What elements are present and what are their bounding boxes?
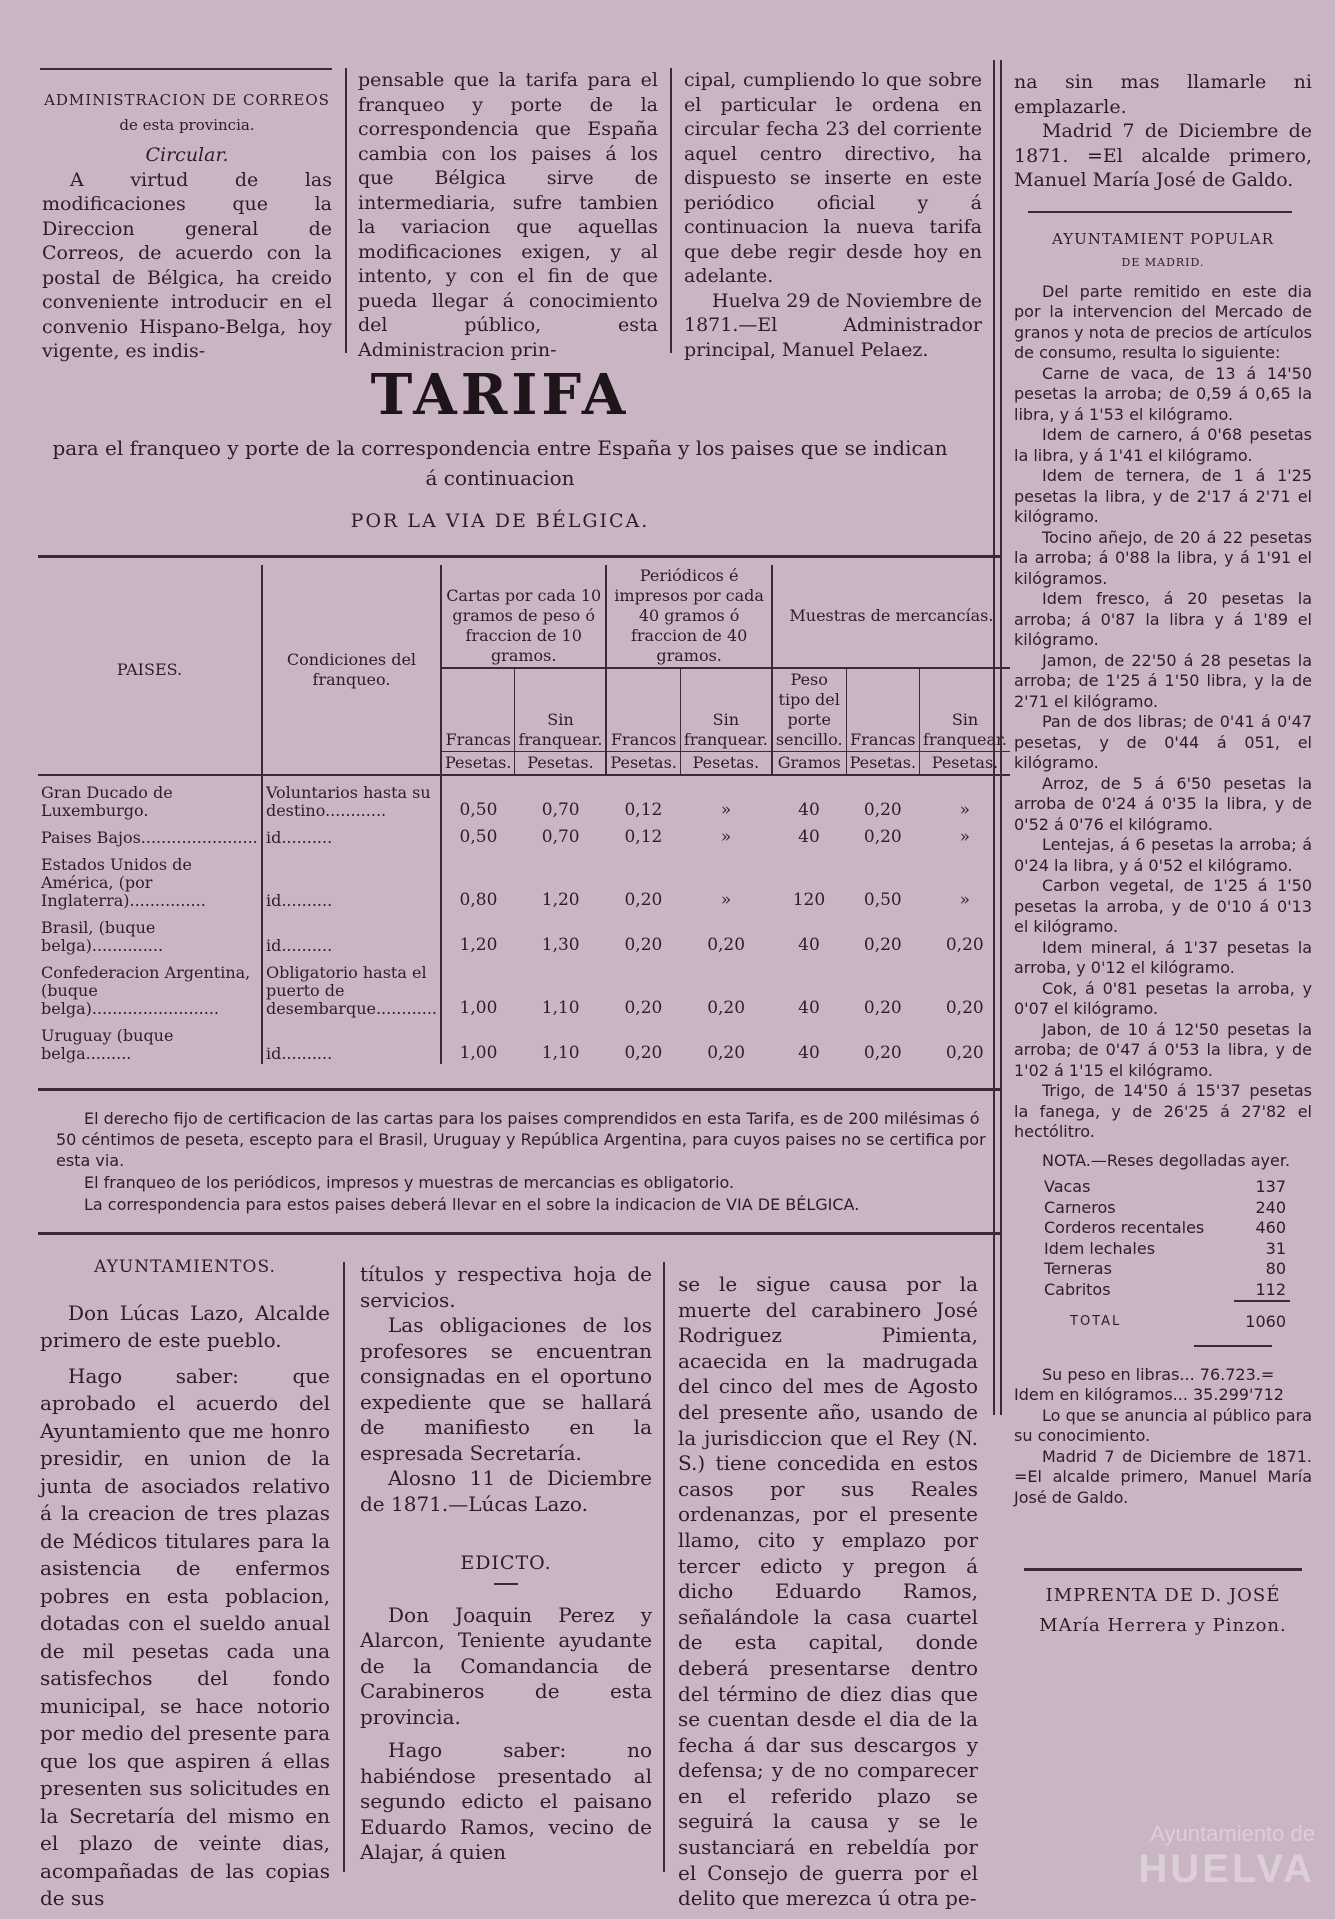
count-name: Carneros xyxy=(1044,1197,1116,1217)
tarifa-table xyxy=(38,565,1010,1064)
tarifa-row xyxy=(38,848,1010,911)
total-divider xyxy=(1194,1345,1272,1347)
rate-value: 0,20 xyxy=(863,998,902,1018)
obligaciones-text: Las obligaciones de los profesores se encuentran consignadas en el oportuno expediente que se hallará de manifiesto en la espresada Secretaría. xyxy=(360,1313,652,1465)
rate-value: 0,20 xyxy=(945,998,984,1018)
tarifa-notes xyxy=(56,1108,996,1216)
unit-gramos: Gramos xyxy=(772,752,846,776)
count-row xyxy=(1040,1259,1290,1280)
rate-value: 0,20 xyxy=(624,890,663,910)
rate-value: » xyxy=(959,890,970,910)
tarifa-subtitle-2: á continuacion xyxy=(425,466,575,490)
alcalde-intro: Don Lúcas Lazo, Alcalde primero de este pueblo. xyxy=(40,1300,330,1352)
total-label: TOTAL xyxy=(1070,1313,1122,1329)
market-item: Idem mineral, á 1'37 pesetas la arroba, y 0'12 el kilógramo. xyxy=(1014,937,1312,977)
rate-value: 0,20 xyxy=(624,1043,663,1063)
tarifa-row xyxy=(38,775,1010,821)
circular-label: Circular. xyxy=(145,144,229,166)
count-name: Vacas xyxy=(1044,1177,1091,1196)
market-item: Trigo, de 14'50 á 15'37 pesetas la fanega, y de 26'25 á 27'82 el hectólitro. xyxy=(1014,1081,1312,1141)
rate-value: » xyxy=(720,800,732,820)
header-row xyxy=(38,565,1010,668)
rate-value: 0,50 xyxy=(863,890,902,910)
correos-column-3 xyxy=(684,68,982,362)
header-cartas: Cartas por cada 10 gramos de peso ó fraccion de 10 gramos. xyxy=(441,565,606,668)
count-row xyxy=(1040,1177,1290,1198)
tarifa-row xyxy=(38,821,1010,848)
count-row xyxy=(1040,1218,1290,1239)
madrid-subheading: DE MADRID. xyxy=(1121,256,1205,269)
rate-value: 0,12 xyxy=(624,827,663,847)
watermark-line: HUELVA xyxy=(1138,1847,1315,1891)
rate-value: 1,00 xyxy=(459,998,498,1018)
alosno-signature: Alosno 11 de Diciembre de 1871.—Lúcas Lazo. xyxy=(360,1466,652,1516)
rate-value: 0,20 xyxy=(863,827,902,847)
rate-value: » xyxy=(720,827,732,847)
count-row xyxy=(1040,1239,1290,1260)
franqueo-condition: id.......... xyxy=(262,911,441,956)
unit-pesetas: Pesetas. xyxy=(680,752,771,776)
franqueo-condition: id.......... xyxy=(262,821,441,848)
tarifa-via: POR LA VIA DE BÉLGICA. xyxy=(350,510,650,532)
watermark-line: Ayuntamiento de xyxy=(1150,1821,1315,1846)
column-rule xyxy=(343,1262,345,1872)
count-value: 460 xyxy=(1255,1218,1286,1237)
column-rule xyxy=(670,68,672,353)
count-row xyxy=(1040,1280,1290,1302)
header-sin-franquear: Sin franquear. xyxy=(680,668,771,752)
franqueo-condition: Obligatorio hasta el puerto de desembarque............ xyxy=(262,956,441,1019)
imprenta-divider xyxy=(1024,1568,1302,1571)
edicto-dash xyxy=(494,1583,518,1585)
ayuntamientos-heading: AYUNTAMIENTOS. xyxy=(94,1257,276,1277)
market-item: Idem de ternera, de 1 á 1'25 pesetas la libra, y de 2'17 á 2'71 el kilógramo. xyxy=(1014,466,1312,526)
rate-value: 0,20 xyxy=(707,935,746,955)
unit-pesetas: Pesetas. xyxy=(441,752,515,776)
market-item: Idem de carnero, á 0'68 pesetas la libra, y á 1'41 el kilógramo. xyxy=(1014,425,1312,465)
market-item: Carne de vaca, de 13 á 14'50 pesetas la arroba; de 0,59 á 0,65 la libra, y á 1'53 el kilógramo. xyxy=(1014,363,1312,424)
unit-pesetas: Pesetas. xyxy=(920,752,1010,776)
header-sin-franquear: Sin franquear. xyxy=(515,668,606,752)
count-value: 31 xyxy=(1265,1238,1286,1258)
table-bottom-rule xyxy=(38,1088,1000,1091)
edicto-text: Hago saber: no habiéndose presentado al segundo edicto el paisano Eduardo Ramos, vecino de Alajar, á quien xyxy=(360,1738,652,1864)
total-row xyxy=(1040,1301,1290,1333)
country-name: Gran Ducado de Luxemburgo. xyxy=(38,775,262,821)
rate-value: 40 xyxy=(798,935,820,955)
rate-value: » xyxy=(720,890,732,910)
market-item: Lentejas, á 6 pesetas la arroba; á 0'24 la libra, y á 0'52 el kilógramo. xyxy=(1014,835,1312,875)
ayuntamientos-text: Hago saber: que aprobado el acuerdo del Ayuntamiento que me honro presidir, en union de la junta de asociados relativo á la creacion de tres plazas de Médicos titulares para la asistencia de enfermos pobres en esta poblacion, dotadas con el sueldo anual de mil pesetas cada una satisfechos del fondo municipal, se hace notorio por medio del presente para que los que aspiren á ellas presenten sus solicitudes en la Secretaría del mismo en el plazo de veinte dias, acompañadas de las copias de sus xyxy=(40,1363,330,1910)
correos-text-3: cipal, cumpliendo lo que sobre el particular le ordena en circular fecha 23 del corriente aquel centro directivo, ha dispuesto se inserte en este periódico oficial y á continuacion la nueva tarifa que debe regir desde hoy en adelante. xyxy=(684,69,982,287)
edicto-heading: EDICTO. xyxy=(460,1552,552,1574)
rate-value: 1,20 xyxy=(459,935,498,955)
correos-subheading: de esta provincia. xyxy=(119,115,255,134)
correos-text-2: pensable que la tarifa para el franqueo y porte de la correspondencia que España cambia con los paises á los que Bélgica sirve de intermediaria, sufre tambien la variacion que aquellas modificaciones exigen, y al intento, y con el fin de que pueda llegar á conocimiento del público, esta Administracion prin- xyxy=(358,69,658,361)
rate-value: 0,20 xyxy=(863,800,902,820)
rate-value: 0,70 xyxy=(541,800,580,820)
rate-value: 0,20 xyxy=(707,998,746,1018)
market-intro: Del parte remitido en este dia por la intervencion del Mercado de granos y nota de precios de artículos de consumo, resulta lo siguiente: xyxy=(1014,281,1312,362)
rate-value: 1,00 xyxy=(459,1043,498,1063)
rate-value: 40 xyxy=(798,998,820,1018)
market-item: Pan de dos libras; de 0'41 á 0'47 pesetas, y de 0'44 á 051, el kilógramo. xyxy=(1014,712,1312,772)
madrid-signature: Madrid 7 de Diciembre de 1871. =El alcalde primero, Manuel María José de Galdo. xyxy=(1014,1446,1312,1507)
announcement: Lo que se anuncia al público para su conocimiento. xyxy=(1014,1405,1312,1445)
edict-continuation: na sin mas llamarle ni emplazarle. xyxy=(1014,71,1312,118)
country-name: Uruguay (buque belga......... xyxy=(38,1019,262,1064)
country-name: Estados Unidos de América, (por Inglaterra)............... xyxy=(38,848,262,911)
tarifa-title: TARIFA xyxy=(370,362,630,428)
rate-value: 40 xyxy=(798,827,820,847)
edicto-column xyxy=(360,1262,652,1866)
weight-pounds: Su peso en libras... 76.723.= xyxy=(1042,1364,1275,1384)
weight-kilograms: Idem en kilógramos... 35.299'712 xyxy=(1014,1385,1284,1404)
rate-value: 1,20 xyxy=(541,890,580,910)
correos-column-1 xyxy=(42,88,332,364)
country-name: Brasil, (buque belga).............. xyxy=(38,911,262,956)
rate-value: 0,12 xyxy=(624,800,663,820)
count-name: Idem lechales xyxy=(1044,1238,1156,1258)
rate-value: 0,20 xyxy=(707,1043,746,1063)
rate-value: 0,50 xyxy=(459,827,498,847)
unit-pesetas: Pesetas. xyxy=(846,752,919,776)
tarifa-subtitle: para el franqueo y porte de la correspondencia entre España y los paises que se indican xyxy=(52,436,948,460)
market-item: Carbon vegetal, de 1'25 á 1'50 pesetas la arroba, y de 0'10 á 0'13 el kilógramo. xyxy=(1014,876,1312,936)
count-value: 80 xyxy=(1265,1259,1286,1278)
header-francas: Francas xyxy=(441,668,515,752)
rate-value: 0,20 xyxy=(863,935,902,955)
market-item: Arroz, de 5 á 6'50 pesetas la arroba de 0'24 á 0'35 la libra, y de 0'52 á 0'76 el kilógramo. xyxy=(1014,773,1312,834)
count-row xyxy=(1040,1198,1290,1219)
count-name: Corderos recentales xyxy=(1044,1218,1205,1237)
tarifa-row xyxy=(38,956,1010,1019)
rate-value: 0,20 xyxy=(945,1043,984,1063)
tarifa-row xyxy=(38,1019,1010,1064)
notes-bottom-rule xyxy=(38,1232,1000,1235)
imprenta: IMPRENTA DE D. JOSÉ MAría Herrera y Pinzon. xyxy=(1039,1585,1287,1636)
slaughter-counts xyxy=(1040,1177,1290,1333)
top-rule xyxy=(40,68,332,70)
count-name: Terneras xyxy=(1044,1259,1112,1278)
unit-pesetas: Pesetas. xyxy=(515,752,606,776)
rate-value: 40 xyxy=(798,800,820,820)
count-value: 137 xyxy=(1255,1177,1286,1196)
rate-value: » xyxy=(959,800,970,820)
correos-column-2 xyxy=(358,68,658,362)
servicios-text: títulos y respectiva hoja de servicios. xyxy=(360,1262,652,1312)
rate-value: 1,30 xyxy=(541,935,580,955)
rate-value: 1,10 xyxy=(541,1043,580,1063)
rate-value: 0,20 xyxy=(863,1043,902,1063)
header-muestras: Muestras de mercancías. xyxy=(772,565,1010,668)
header-condiciones: Condiciones del franqueo. xyxy=(262,565,441,775)
total-value: 1060 xyxy=(1245,1312,1286,1331)
count-value: 112 xyxy=(1234,1280,1290,1302)
market-item: Idem fresco, á 20 pesetas la arroba; á 0'87 la libra y á 1'89 el kilógramo. xyxy=(1014,589,1312,649)
tarifa-row xyxy=(38,911,1010,956)
column-rule xyxy=(345,68,347,353)
header-paises: PAISES. xyxy=(38,565,262,775)
rate-value: 1,10 xyxy=(541,998,580,1018)
header-francos: Francos xyxy=(606,668,680,752)
header-sin-franquear: Sin franquear. xyxy=(923,710,1007,749)
franqueo-condition: id.......... xyxy=(262,1019,441,1064)
tarifa-body xyxy=(38,775,1010,1064)
rate-value: 0,50 xyxy=(459,800,498,820)
tarifa-note: El derecho fijo de certificacion de las cartas para los paises comprendidos en esta Tarifa, es de 200 milésimas ó 50 céntimos de peseta, escepto para el Brasil, Uruguay y República Argentina, para cuyos paises no se certifica por esta via. xyxy=(56,1109,986,1170)
madrid-heading: AYUNTAMIENT POPULAR xyxy=(1052,229,1274,248)
count-value: 240 xyxy=(1255,1197,1286,1217)
market-item: Jabon, de 10 á 12'50 pesetas la arroba; de 0'47 á 0'53 la libra, y de 1'02 á 1'15 el kilógramo. xyxy=(1014,1019,1312,1080)
rate-value: 120 xyxy=(792,890,826,910)
rate-value: 0,20 xyxy=(624,935,663,955)
tarifa-note: La correspondencia para estos paises deberá llevar en el sobre la indicacion de VIA DE BÉLGICA. xyxy=(84,1195,860,1214)
market-item: Tocino añejo, de 20 á 22 pesetas la arroba; á 0'88 la libra, y á 1'91 el kilógramos. xyxy=(1014,527,1312,588)
franqueo-condition: id.......... xyxy=(262,848,441,911)
correos-heading: ADMINISTRACION DE CORREOS xyxy=(44,91,330,109)
rate-value: 40 xyxy=(798,1043,820,1063)
huelva-watermark xyxy=(995,1821,1315,1911)
country-name: Paises Bajos....................... xyxy=(38,821,262,848)
market-item: Cok, á 0'81 pesetas la arroba, y 0'07 el kilógramo. xyxy=(1014,978,1312,1018)
column-rule xyxy=(663,1262,665,1872)
ayuntamientos-column xyxy=(40,1254,330,1913)
edicto-continuation-text: se le sigue causa por la muerte del carabinero José Rodriguez Pimienta, acaecida en la madrugada del cinco del mes de Agosto del presente año, usando de la jurisdiccion que el Rey (N. S.) tiene concedida en estos casos por sus Reales ordenanzas, por el presente llamo, cito y emplazo por tercer edicto y pregon á dicho Eduardo Ramos, señalándole la casa cuartel de esta capital, donde deberá presentarse dentro del término de diez dias que se cuentan desde el dia de la fecha á dar sus descargos y defensa; y de no comparecer en el referido plazo se seguirá la causa y se le sustanciará en rebeldía por el Consejo de guerra por el delito que merezca ú otra pe- xyxy=(678,1272,978,1911)
count-name: Cabritos xyxy=(1044,1280,1111,1299)
tarifa-note: El franqueo de los periódicos, impresos y muestras de mercancias es obligatorio. xyxy=(84,1173,735,1192)
rate-value: 0,80 xyxy=(459,890,498,910)
unit-pesetas: Pesetas. xyxy=(606,752,680,776)
nota-heading: NOTA.—Reses degolladas ayer. xyxy=(1042,1150,1291,1170)
correos-text-1: A virtud de las modificaciones que la Direccion general de Correos, de acuerdo con la postal de Bélgica, ha creido conveniente introducir en el convenio Hispano-Belga, hoy vigente, es indis- xyxy=(42,168,332,362)
right-column xyxy=(1014,70,1312,1641)
rate-value: 0,70 xyxy=(541,827,580,847)
edicto-intro: Don Joaquin Perez y Alarcon, Teniente ayudante de la Comandancia de Carabineros de esta provincia. xyxy=(360,1602,652,1729)
market-item: Jamon, de 22'50 á 28 pesetas la arroba; de 1'25 á 1'50 libra, y la de 2'71 el kilógramo. xyxy=(1014,650,1312,711)
market-report xyxy=(1014,282,1312,1509)
country-name: Confederacion Argentina, (buque belga)......................... xyxy=(38,956,262,1019)
edicto-continuation-column xyxy=(678,1272,978,1912)
rate-value: 0,20 xyxy=(624,998,663,1018)
rate-value: » xyxy=(959,827,970,847)
correos-signature: Huelva 29 de Noviembre de 1871.—El Administrador principal, Manuel Pelaez. xyxy=(684,289,982,361)
header-peso-tipo: Peso tipo del porte sencillo. xyxy=(772,668,846,752)
table-top-rule xyxy=(38,555,1000,558)
rate-value: 0,20 xyxy=(945,935,984,955)
header-periodicos: Periódicos é impresos por cada 40 gramos ó fraccion de 40 gramos. xyxy=(606,565,771,668)
section-divider xyxy=(1028,211,1292,213)
header-francas: Francas xyxy=(846,668,919,752)
franqueo-condition: Voluntarios hasta su destino............ xyxy=(262,775,441,821)
edict-signature: Madrid 7 de Diciembre de 1871. =El alcalde primero, Manuel María José de Galdo. xyxy=(1014,120,1312,191)
